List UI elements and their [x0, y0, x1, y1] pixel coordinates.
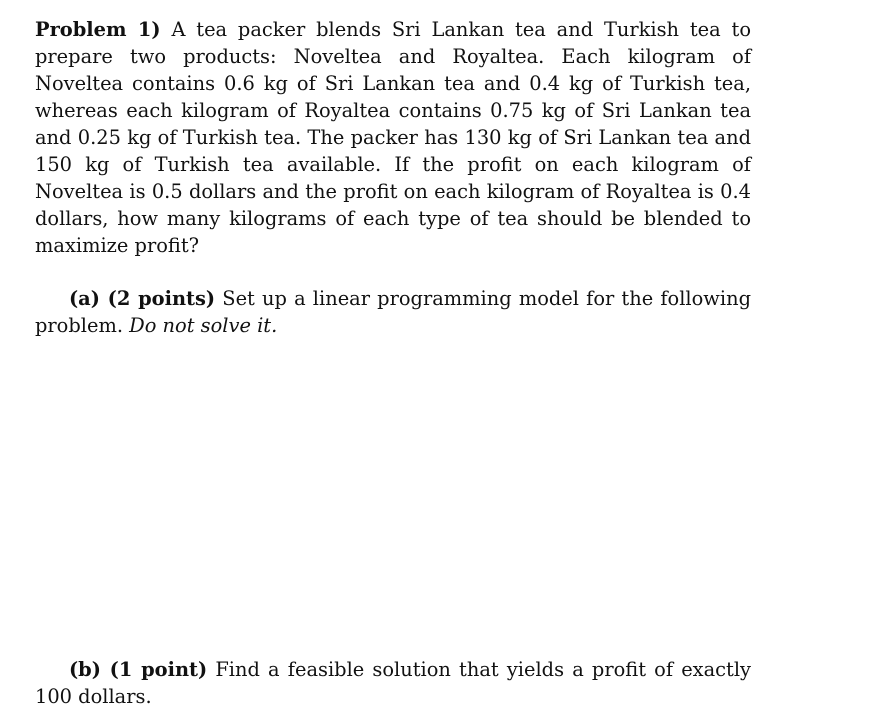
- problem-statement: [35, 16, 751, 259]
- part-a-emphasis: Do not solve it.: [129, 314, 278, 337]
- problem-label: Problem 1): [35, 18, 161, 41]
- part-b: [35, 656, 751, 710]
- part-a-label: (a) (2 points): [69, 287, 216, 310]
- part-b-label: (b) (1 point): [69, 658, 208, 681]
- part-b-text: Find a feasible solution that yields a profit of exactly 100 dollars.: [35, 658, 751, 708]
- part-a: [35, 285, 751, 339]
- problem-text: A tea packer blends Sri Lankan tea and Turkish tea to prepare two products: Noveltea and Royaltea. Each kilogram of Noveltea contains 0.6 kg of Sri Lankan tea and 0.4 kg of Turkish tea, whereas each kilogram of Royaltea contains 0.75 kg of Sri Lankan tea and 0.25 kg of Turkish tea. The packer has 130 kg of Sri Lankan tea and 150 kg of Turkish tea available. If the profit on each kilogram of Noveltea is 0.5 dollars and the profit on each kilogram of Royaltea is 0.4 dollars, how many kilograms of each type of tea should be blended to maximize profit?: [35, 18, 752, 257]
- document-page: [35, 16, 752, 708]
- part-a-text: Set up a linear programming model for the following problem.: [35, 287, 751, 337]
